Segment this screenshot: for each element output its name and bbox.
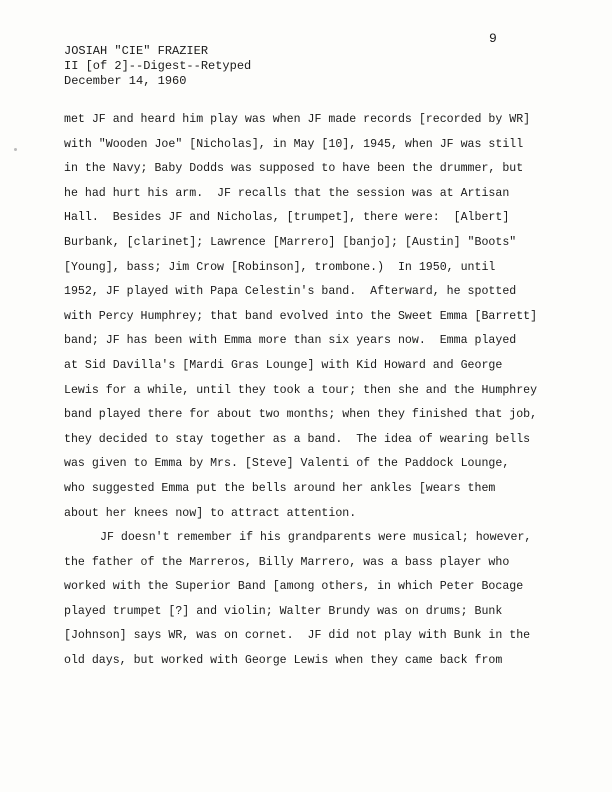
text-line: Burbank, [clarinet]; Lawrence [Marrero] [banjo]; [Austin] "Boots" (64, 235, 517, 249)
paragraph-1 (64, 108, 564, 526)
header-title: JOSIAH "CIE" FRAZIER (64, 44, 209, 58)
text-line: band; JF has been with Emma more than six years now. Emma played (64, 334, 517, 348)
text-line: about her knees now] to attract attention. (64, 506, 357, 520)
text-line: at Sid Davilla's [Mardi Gras Lounge] with Kid Howard and George (64, 358, 503, 372)
text-line: [Johnson] says WR, was on cornet. JF did not play with Bunk in the (64, 629, 531, 643)
text-line: JF doesn't remember if his grandparents were musical; however, (100, 531, 532, 545)
text-line: played trumpet [?] and violin; Walter Brundy was on drums; Bunk (64, 604, 503, 618)
text-line: with Percy Humphrey; that band evolved into the Sweet Emma [Barrett] (64, 309, 538, 323)
header-date: December 14, 1960 (64, 74, 187, 88)
page-number: 9 (489, 31, 497, 46)
header-subtitle: II [of 2]--Digest--Retyped (64, 59, 252, 73)
text-line: was given to Emma by Mrs. [Steve] Valenti of the Paddock Lounge, (64, 457, 510, 471)
document-header (64, 44, 251, 89)
text-line: [Young], bass; Jim Crow [Robinson], trombone.) In 1950, until (64, 260, 496, 274)
text-line: Lewis for a while, until they took a tour; then she and the Humphrey (64, 383, 538, 397)
text-line: with "Wooden Joe" [Nicholas], in May [10], 1945, when JF was still (64, 137, 524, 151)
text-line: he had hurt his arm. JF recalls that the session was at Artisan (64, 186, 510, 200)
text-line: worked with the Superior Band [among others, in which Peter Bocage (64, 580, 524, 594)
paragraph-2 (64, 526, 564, 674)
text-line: 1952, JF played with Papa Celestin's band. Afterward, he spotted (64, 285, 517, 299)
text-line: the father of the Marreros, Billy Marrero, was a bass player who (64, 555, 510, 569)
text-line: Hall. Besides JF and Nicholas, [trumpet], there were: [Albert] (64, 211, 510, 225)
text-line: met JF and heard him play was when JF made records [recorded by WR] (64, 113, 531, 126)
document-body (64, 108, 564, 674)
scan-speck (14, 148, 17, 151)
text-line: who suggested Emma put the bells around her ankles [wears them (64, 481, 496, 495)
text-line: old days, but worked with George Lewis when they came back from (64, 654, 503, 668)
text-line: band played there for about two months; when they finished that job, (64, 408, 538, 422)
text-line: they decided to stay together as a band. The idea of wearing bells (64, 432, 531, 446)
text-line: in the Navy; Baby Dodds was supposed to have been the drummer, but (64, 162, 524, 176)
